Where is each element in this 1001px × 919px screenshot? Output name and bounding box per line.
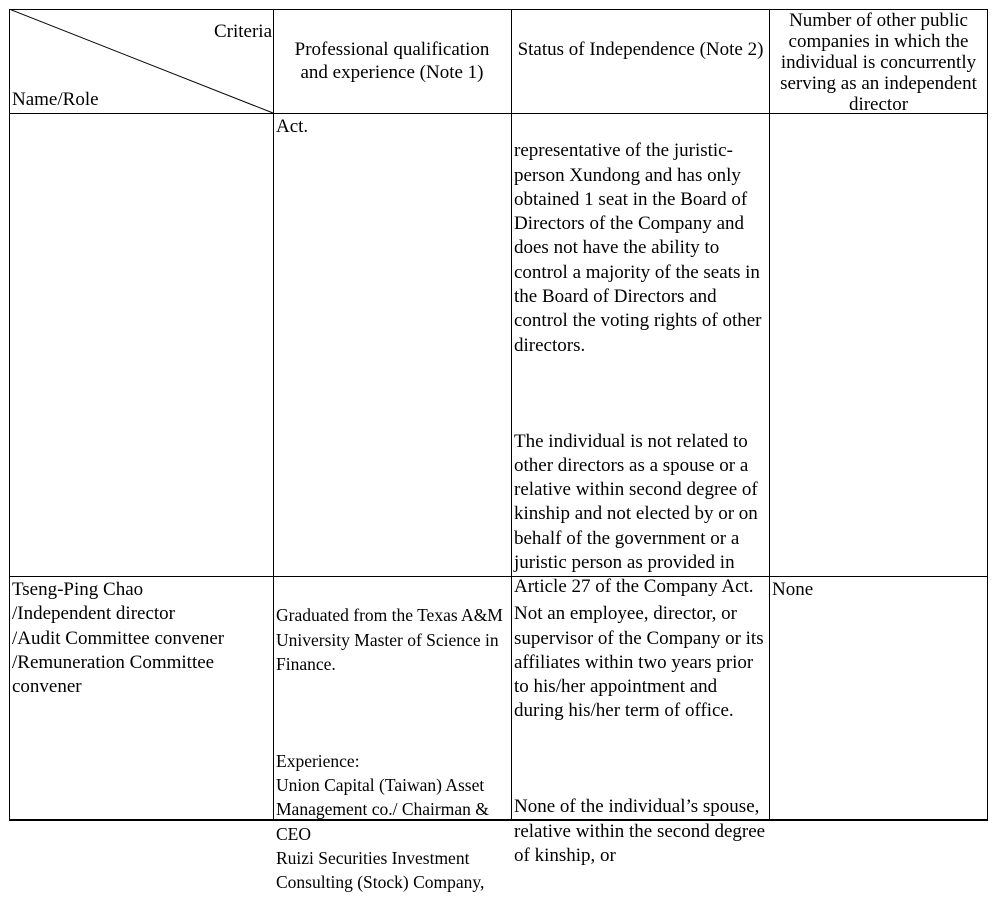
independence-paragraph: None of the individual’s spouse, relative within the second degree of kinship, or <box>514 796 766 866</box>
header-professional-qualification: Professional qualification and experience (Note 1) <box>294 39 490 83</box>
qualification-cell <box>276 579 512 919</box>
independence-paragraph: Not an employee, director, or supervisor of the Company or its affiliates within two years prior to his/her appointment and during his/her term of office. <box>514 603 764 722</box>
column-divider-1 <box>273 9 274 820</box>
qualification-paragraph: Graduated from the Texas A&M University Master of Science in Finance. <box>276 605 503 674</box>
header-criteria: Criteria <box>213 21 272 42</box>
row-divider <box>9 576 988 577</box>
other-companies-cell: None <box>772 579 814 600</box>
name-role-cell: Tseng-Ping Chao /Independent director /Audit Committee convener /Remuneration Committee convener <box>12 579 225 698</box>
independence-cell <box>514 578 768 893</box>
header-other-public-companies: Number of other public companies in which the individual is concurrently serving as an independent director <box>780 10 977 115</box>
header-status-of-independence: Status of Independence (Note 2) <box>517 39 764 60</box>
independence-paragraph: The individual is not related to other directors as a spouse or a relative within second degree of kinship and not elected by or on behalf of the government or a juristic person as provided in Article 27 of the Company Act. <box>514 430 758 598</box>
table-border-left <box>9 9 10 820</box>
experience-paragraph: Experience: Union Capital (Taiwan) Asset Management co./ Chairman & CEO Ruizi Securities Investment Consulting (Stock) Company, <box>276 750 489 893</box>
governance-table <box>9 9 988 893</box>
independence-paragraph: representative of the juristic-person Xundong and has only obtained 1 seat in the Board of Directors of the Company and does not have the ability to control a majority of the seats in the Board of Directors and control the voting rights of other directors. <box>514 140 762 356</box>
independence-cell-continued <box>514 115 768 624</box>
table-border-right <box>987 9 988 820</box>
column-divider-3 <box>769 9 770 820</box>
header-name-role: Name/Role <box>12 89 99 110</box>
qualification-cell-continued: Act. <box>276 116 309 137</box>
